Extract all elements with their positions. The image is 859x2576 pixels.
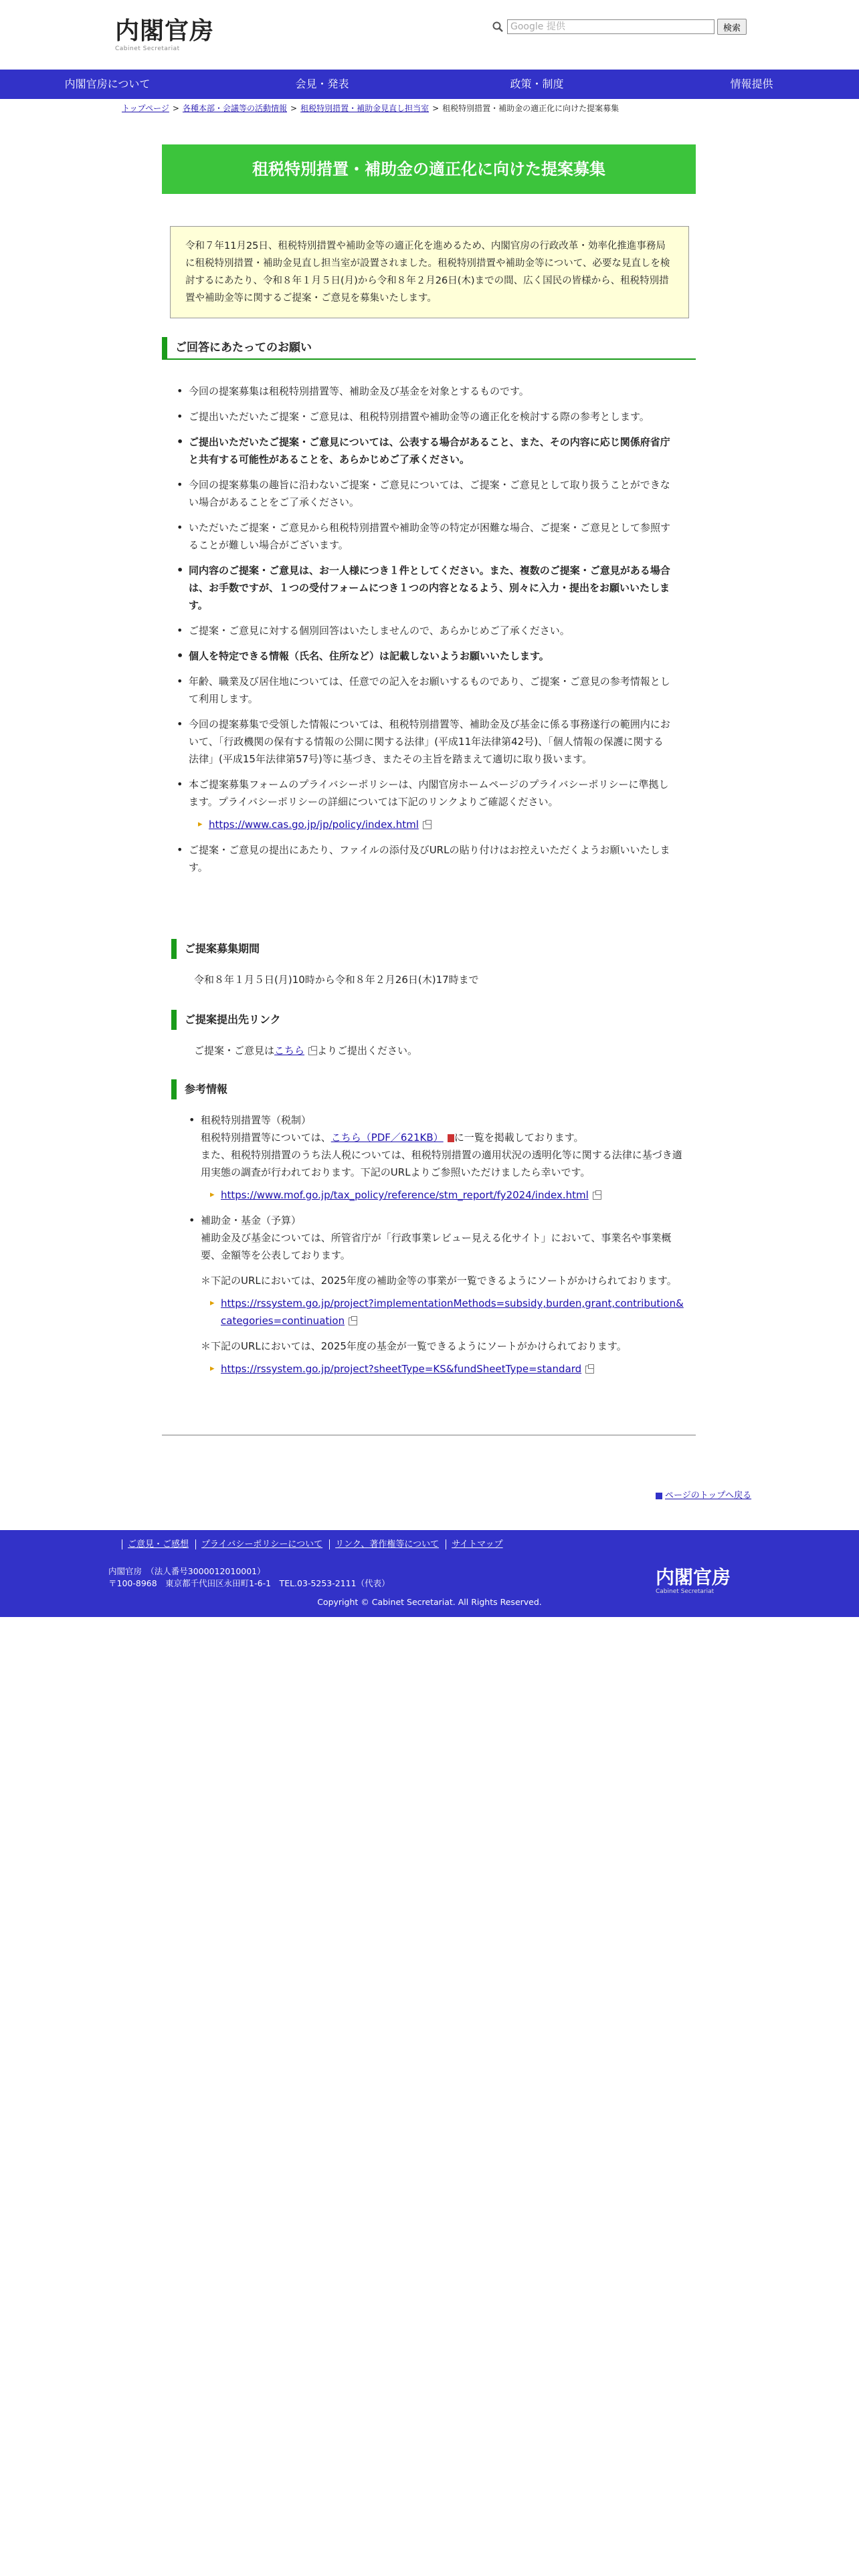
nav-item-policy[interactable]: 政策・制度	[510, 78, 564, 90]
page-title: 租税特別措置・補助金の適正化に向けた提案募集	[162, 144, 696, 194]
search-input[interactable]	[507, 19, 714, 34]
logo-subtext: Cabinet Secretariat	[115, 45, 180, 52]
privacy-policy-link[interactable]: https://www.cas.go.jp/jp/policy/index.html	[209, 819, 419, 831]
section-heading-reference: 参考情報	[171, 1079, 227, 1099]
footer-link-copyright[interactable]: リンク、著作権等について	[329, 1539, 439, 1549]
intro-notice	[170, 226, 689, 318]
subsidy-note2: ＊下記のURLにおいては、2025年度の基金が一覧できるようにソートがかけられております。	[201, 1340, 627, 1352]
tax-line2: また、租税特別措置のうち法人税については、租税特別措置の適用状況の透明化等に関する法律に基づき適用実態の調査が行われております。下記のURLよりご参照いただけましたら幸いです。	[201, 1149, 682, 1178]
list-item: • ご提案・ご意見の提出にあたり、ファイルの添付及びURLの貼り付けはお控えいただくようお願いいたします。	[177, 841, 672, 876]
footer-address-org: 内閣官房 （法人番号3000012010001）	[108, 1566, 266, 1576]
search-icon	[492, 21, 503, 32]
tax-title: • 租税特別措置等（税制）	[201, 1114, 312, 1126]
tax-line1: 租税特別措置等については、こちら（PDF／621KB） に一覧を掲載しております。	[201, 1132, 584, 1144]
footer-links	[122, 1537, 510, 1549]
external-link-icon	[308, 1047, 317, 1055]
footer-link-sitemap[interactable]: サイトマップ	[446, 1539, 503, 1549]
privacy-link-row	[189, 816, 672, 833]
breadcrumb: トップページ > 各種本部・会議等の活動情報 > 租税特別措置・補助金見直し担当室 > 租税特別措置・補助金の適正化に向けた提案募集	[122, 104, 619, 113]
external-link-icon	[349, 1317, 357, 1325]
nav-item-info[interactable]: 情報提供	[730, 78, 773, 90]
section-heading-guidelines: ご回答にあたってのお願い	[162, 337, 696, 360]
list-item	[177, 776, 672, 833]
pdf-icon	[448, 1134, 454, 1142]
footer-link-privacy[interactable]: プライバシーポリシーについて	[195, 1539, 322, 1549]
list-item: • ご提出いただいたご提案・ご意見については、公表する場合があること、また、その内容に応じ関係府省庁と共有する可能性があることを、あらかじめご了承ください。	[177, 433, 672, 468]
intro-notice-text: 令和７年11月25日、租税特別措置や補助金等の適正化を進めるため、内閣官房の行政改革・効率化推進事務局に租税特別措置・補助金見直し担当室が設置されました。租税特別措置や補助金等について、必要な見直しを検討するにあたり、令和８年１月５日(月)から令和８年２月26日(木)までの間、広く国民の皆様から、租税特別措置や補助金等に関するご提案・ご意見を募集いたします。	[185, 241, 670, 304]
section-heading-submit: ご提案提出先リンク	[171, 1010, 281, 1030]
content-divider	[162, 1434, 696, 1436]
period-text: 令和８年１月５日(月)10時から令和８年２月26日(木)17時まで	[194, 974, 479, 986]
section-heading-period: ご提案募集期間	[171, 939, 260, 959]
site-header	[0, 0, 859, 70]
list-item: • 同内容のご提案・ご意見は、お一人様につき１件としてください。また、複数のご提案・ご意見がある場合は、お手数ですが、１つの受付フォームにつき１つの内容となるよう、別々に入力・提出をお願いいたします。	[177, 562, 672, 614]
footer-logo	[656, 1568, 731, 1595]
reference-list	[189, 1111, 684, 1386]
list-item: • 今回の提案募集で受領した情報については、租税特別措置等、補助金及び基金に係る事務遂行の範囲内において、「行政機関の保有する情報の公開に関する法律」(平成11年法律第42号)、「個人情報の保護に関する法律」(平成15年法律第57号)等に基づき、またその主旨を踏まえて適切に取り扱います。	[177, 716, 672, 768]
page-top-row	[656, 1488, 751, 1501]
rs-fund-link[interactable]: https://rssystem.go.jp/project?sheetType=KS&fundSheetType=standard	[221, 1363, 582, 1375]
fund-link-row	[201, 1360, 684, 1378]
list-item: • 年齢、職業及び居住地については、任意での記入をお願いするものであり、ご提案・ご意見の参考情報として利用します。	[177, 673, 672, 708]
subsidy-note1: ＊下記のURLにおいては、2025年度の補助金等の事業が一覧できるようにソートがかけられております。	[201, 1275, 677, 1287]
guidelines-list	[177, 383, 672, 884]
list-item: • 今回の提案募集の趣旨に沿わないご提案・ご意見については、ご提案・ご意見として取り扱うことができない場合があることをご了承ください。	[177, 476, 672, 511]
external-link-icon	[585, 1366, 594, 1374]
privacy-policy-text: 本ご提案募集フォームのプライバシーポリシーは、内閣官房ホームページのプライバシーポリシーに準拠します。プライバシーポリシーの詳細については下記のリンクよりご確認ください。	[189, 778, 669, 808]
list-item: • 今回の提案募集は租税特別措置等、補助金及び基金を対象とするものです。	[177, 383, 672, 400]
site-footer	[0, 1530, 859, 1617]
list-item: • いただいたご提案・ご意見から租税特別措置や補助金等の特定が困難な場合、ご提案・ご意見として参照することが難しい場合がございます。	[177, 519, 672, 554]
footer-logo-text: 内閣官房	[656, 1566, 731, 1588]
submit-form-link[interactable]: こちら	[274, 1045, 305, 1057]
list-item: • ご提案・ご意見に対する個別回答はいたしませんので、あらかじめご了承ください。	[177, 622, 672, 639]
arrow-up-icon	[656, 1493, 662, 1499]
global-nav	[0, 70, 859, 99]
list-item: • 個人を特定できる情報（氏名、住所など）は記載しないようお願いいたします。	[177, 647, 672, 665]
rs-subsidy-link[interactable]: https://rssystem.go.jp/project?implementationMethods=subsidy,burden,grant,contribution&categories=continuation	[221, 1297, 684, 1327]
subsidy-link-row	[201, 1295, 684, 1329]
tax-link-row	[201, 1186, 684, 1204]
breadcrumb-office[interactable]: 租税特別措置・補助金見直し担当室	[300, 104, 430, 113]
breadcrumb-activities[interactable]: 各種本部・会議等の活動情報	[182, 104, 287, 113]
breadcrumb-current: 租税特別措置・補助金の適正化に向けた提案募集	[442, 104, 619, 113]
mof-report-link[interactable]: https://www.mof.go.jp/tax_policy/reference/stm_report/fy2024/index.html	[221, 1189, 589, 1201]
footer-link-feedback[interactable]: ご意見・ご感想	[122, 1539, 189, 1549]
search-bar	[492, 19, 747, 35]
search-button[interactable]: 検索	[717, 19, 747, 35]
footer-logo-subtext: Cabinet Secretariat	[656, 1588, 714, 1595]
footer-copyright: Copyright © Cabinet Secretariat. All Rights Reserved.	[317, 1597, 542, 1607]
tax-pdf-link[interactable]: こちら（PDF／621KB）	[330, 1132, 444, 1144]
nav-item-press[interactable]: 会見・発表	[295, 78, 349, 90]
nav-item-about[interactable]: 内閣官房について	[64, 78, 151, 90]
footer-address: 〒100-8968 東京都千代田区永田町1-6-1 TEL.03-5253-2111（代表）	[108, 1578, 390, 1588]
subsidy-title: • 補助金・基金（予算）	[201, 1214, 302, 1226]
external-link-icon	[423, 821, 432, 829]
external-link-icon	[593, 1192, 601, 1200]
breadcrumb-top[interactable]: トップページ	[122, 104, 169, 113]
site-logo[interactable]	[115, 17, 214, 52]
list-item	[189, 1111, 684, 1204]
list-item	[189, 1212, 684, 1378]
list-item: • ご提出いただいたご提案・ご意見は、租税特別措置や補助金等の適正化を検討する際の参考とします。	[177, 408, 672, 425]
logo-text: 内閣官房	[115, 17, 215, 45]
page-top-link[interactable]: ページのトップへ戻る	[665, 1491, 752, 1501]
submit-text: ご提案・ご意見はこちら よりご提出ください。	[194, 1045, 418, 1057]
subsidy-line: 補助金及び基金については、所管省庁が「行政事業レビュー見える化サイト」において、事業名や事業概要、金額等を公表しております。	[201, 1232, 672, 1261]
